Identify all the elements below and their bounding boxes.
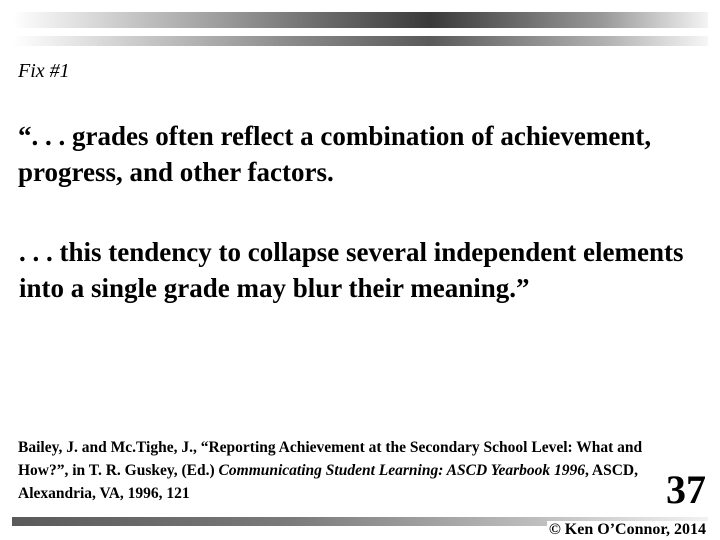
quote-part-2: . . . this tendency to collapse several independent elements into a single grade may blur their meaning.”: [19, 237, 684, 303]
citation-authors: Bailey, J. and Mc.Tighe, J.,: [18, 439, 201, 456]
citation: [18, 436, 658, 505]
citation-in-text: , in T. R. Guskey, (Ed.): [64, 462, 219, 479]
citation-publisher: , ASCD, Alexandria, VA, 1996, 121: [18, 462, 639, 502]
fix-label: Fix #1: [18, 60, 70, 82]
citation-book-title: Communicating Student Learning: ASCD Yearbook 1996: [218, 462, 586, 479]
page-number: 37: [666, 467, 706, 512]
header-rule: [12, 36, 708, 46]
copyright-notice: © Ken O’Connor, 2014: [548, 521, 706, 538]
citation-article-title: “Reporting Achievement at the Secondary School Level: What and How?”: [18, 439, 643, 479]
quote-part-1: “. . . grades often reflect a combination of achievement, progress, and other factors.: [18, 121, 652, 187]
header-gradient-bar: [12, 12, 708, 28]
